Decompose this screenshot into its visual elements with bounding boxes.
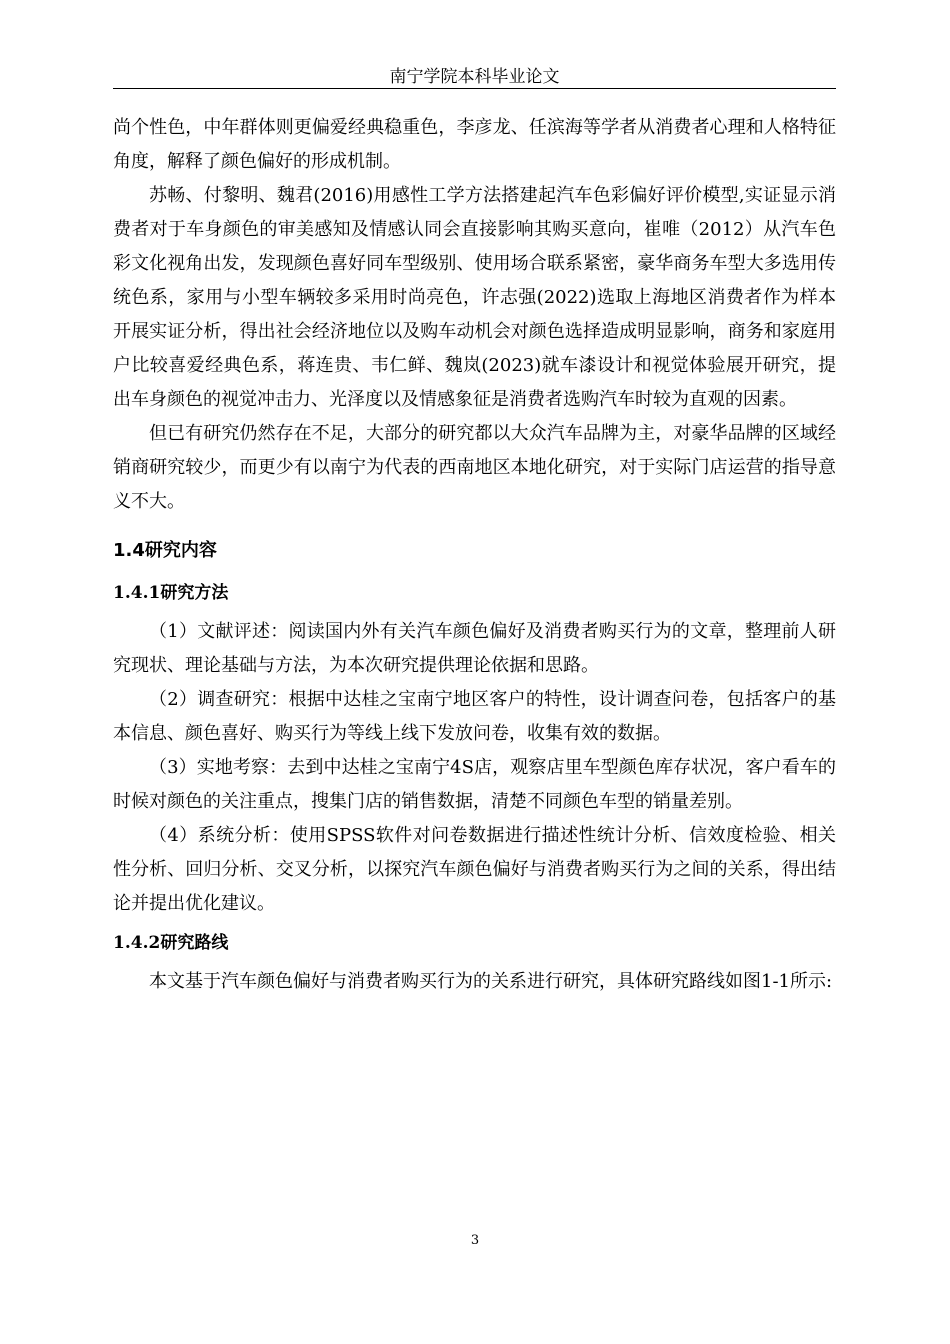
- method-item: （4）系统分析：使用SPSS软件对问卷数据进行描述性统计分析、信效度检验、相关性分析、回归分析、交叉分析，以探究汽车颜色偏好与消费者购买行为之间的关系，得出结论并提出优化建议。: [113, 825, 836, 914]
- literature-review-paragraph: 苏畅、付黎明、魏君(2016)用感性工学方法搭建起汽车色彩偏好评价模型,实证显示消费者对于车身颜色的审美感知及情感认同会直接影响其购买意向，崔唯（2012）从汽车色彩文化视角出发，发现颜色喜好同车型级别、使用场合联系紧密，豪华商务车型大多选用传统色系，家用与小型车辆较多采用时尚亮色，许志强(2022)选取上海地区消费者作为样本开展实证分析，得出社会经济地位以及购车动机会对颜色选择造成明显影响，商务和家庭用户比较喜爱经典色系，蒋连贵、韦仁鲜、魏岚(2023)就车漆设计和视觉体验展开研究，提出车身颜色的视觉冲击力、光泽度以及情感象征是消费者选购汽车时较为直观的因素。: [113, 185, 836, 410]
- subsection-heading-methods: 1.4.1研究方法: [113, 583, 229, 603]
- method-item: （3）实地考察：去到中达桂之宝南宁4S店，观察店里车型颜色库存状况，客户看车的时候对颜色的关注重点，搜集门店的销售数据，清楚不同颜色车型的销量差别。: [113, 757, 836, 812]
- page-header: [113, 66, 836, 89]
- method-item: （1）文献评述：阅读国内外有关汽车颜色偏好及消费者购买行为的文章，整理前人研究现状、理论基础与方法，为本次研究提供理论依据和思路。: [113, 621, 836, 676]
- page-body: [113, 111, 836, 999]
- research-route-paragraph: 本文基于汽车颜色偏好与消费者购买行为的关系进行研究，具体研究路线如图1-1所示:: [149, 971, 833, 992]
- header-title: 南宁学院本科毕业论文: [389, 67, 560, 87]
- page-number: 3: [470, 1233, 480, 1248]
- method-item: （2）调查研究：根据中达桂之宝南宁地区客户的特性，设计调查问卷，包括客户的基本信息、颜色喜好、购买行为等线上线下发放问卷，收集有效的数据。: [113, 689, 836, 744]
- section-heading: 1.4研究内容: [113, 540, 217, 561]
- subsection-heading-route: 1.4.2研究路线: [113, 933, 229, 953]
- continued-paragraph: 尚个性色，中年群体则更偏爱经典稳重色，李彦龙、任滨海等学者从消费者心理和人格特征角度，解释了颜色偏好的形成机制。: [113, 117, 836, 172]
- research-gap-paragraph: 但已有研究仍然存在不足，大部分的研究都以大众汽车品牌为主，对豪华品牌的区域经销商研究较少，而更少有以南宁为代表的西南地区本地化研究，对于实际门店运营的指导意义不大。: [113, 423, 836, 512]
